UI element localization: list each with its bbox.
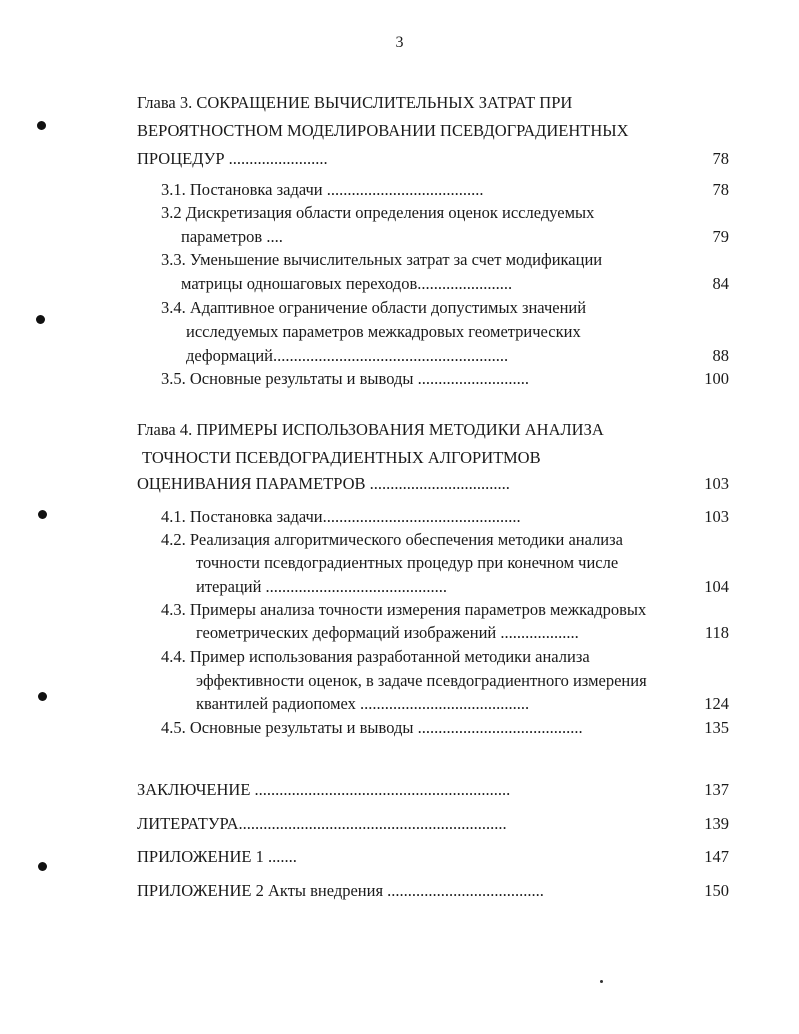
toc-entry: 3.2 Дискретизация области определения оценок исследуемых (161, 203, 595, 222)
toc-entry: 3.1. Постановка задачи ...................................... (161, 180, 484, 199)
page-ref: 118 (704, 623, 729, 642)
page-ref: 139 (704, 814, 729, 833)
toc-entry: 4.5. Основные результаты и выводы ........................................ (161, 718, 583, 737)
toc-entry: 4.4. Пример использования разработанной методики анализа (161, 647, 590, 666)
binder-hole-mark (37, 121, 46, 130)
chapter-title: Глава 3. СОКРАЩЕНИЕ ВЫЧИСЛИТЕЛЬНЫХ ЗАТРАТ ПРИ (137, 93, 573, 112)
toc-entry: 4.1. Постановка задачи................................................ (161, 507, 521, 526)
toc-entry-appendix-1: ПРИЛОЖЕНИЕ 1 ....... (137, 847, 297, 866)
chapter-title: ВЕРОЯТНОСТНОМ МОДЕЛИРОВАНИИ ПСЕВДОГРАДИЕНТНЫХ (137, 121, 629, 140)
binder-hole-mark (36, 315, 45, 324)
page-ref: 88 (712, 346, 729, 365)
toc-entry: геометрических деформаций изображений ................... (196, 623, 579, 642)
page-ref: 135 (704, 718, 729, 737)
toc-entry: параметров .... (181, 227, 283, 246)
chapter-title: ОЦЕНИВАНИЯ ПАРАМЕТРОВ .................................. (137, 474, 510, 493)
binder-hole-mark (38, 862, 47, 871)
chapter-title: Глава 4. ПРИМЕРЫ ИСПОЛЬЗОВАНИЯ МЕТОДИКИ АНАЛИЗА (137, 420, 604, 439)
toc-entry: 3.3. Уменьшение вычислительных затрат за счет модификации (161, 250, 603, 269)
page-ref: 150 (704, 881, 729, 900)
toc-entry: точности псевдоградиентных процедур при конечном числе (196, 553, 619, 572)
toc-entry: исследуемых параметров межкадровых геометрических (186, 322, 581, 341)
page-ref: 124 (704, 694, 729, 713)
page-number: 3 (395, 34, 404, 51)
toc-entry: деформаций......................................................... (186, 346, 509, 365)
page-ref: 79 (712, 227, 729, 246)
page-ref: 104 (704, 577, 729, 596)
toc-entry: 4.2. Реализация алгоритмического обеспечения методики анализа (161, 530, 623, 549)
toc-entry: 3.4. Адаптивное ограничение области допустимых значений (161, 298, 587, 317)
toc-entry-literature: ЛИТЕРАТУРА................................................................. (137, 814, 507, 833)
toc-entry-conclusion: ЗАКЛЮЧЕНИЕ .............................................................. (137, 780, 511, 799)
toc-entry: 3.5. Основные результаты и выводы ........................... (161, 369, 529, 388)
page-ref: 103 (704, 507, 729, 526)
binder-hole-mark (38, 692, 47, 701)
scan-speck (600, 980, 603, 983)
chapter-title: ТОЧНОСТИ ПСЕВДОГРАДИЕНТНЫХ АЛГОРИТМОВ (142, 448, 541, 467)
page-ref: 100 (704, 369, 729, 388)
chapter-title: ПРОЦЕДУР ........................ (137, 149, 328, 168)
toc-entry: эффективности оценок, в задаче псевдоградиентного измерения (196, 671, 647, 690)
toc-entry: квантилей радиопомех ......................................... (196, 694, 530, 713)
page-ref: 84 (712, 274, 729, 293)
page-ref: 78 (712, 149, 729, 168)
page-ref: 78 (712, 180, 729, 199)
toc-entry: матрицы одношаговых переходов....................... (181, 274, 513, 293)
page-ref: 137 (704, 780, 729, 799)
toc-entry: итераций ............................................ (196, 577, 448, 596)
page-ref: 103 (704, 474, 729, 493)
binder-hole-mark (38, 510, 47, 519)
toc-entry: 4.3. Примеры анализа точности измерения параметров межкадровых (161, 600, 647, 619)
toc-entry-appendix-2: ПРИЛОЖЕНИЕ 2 Акты внедрения ...................................... (137, 881, 544, 900)
page-ref: 147 (704, 847, 729, 866)
